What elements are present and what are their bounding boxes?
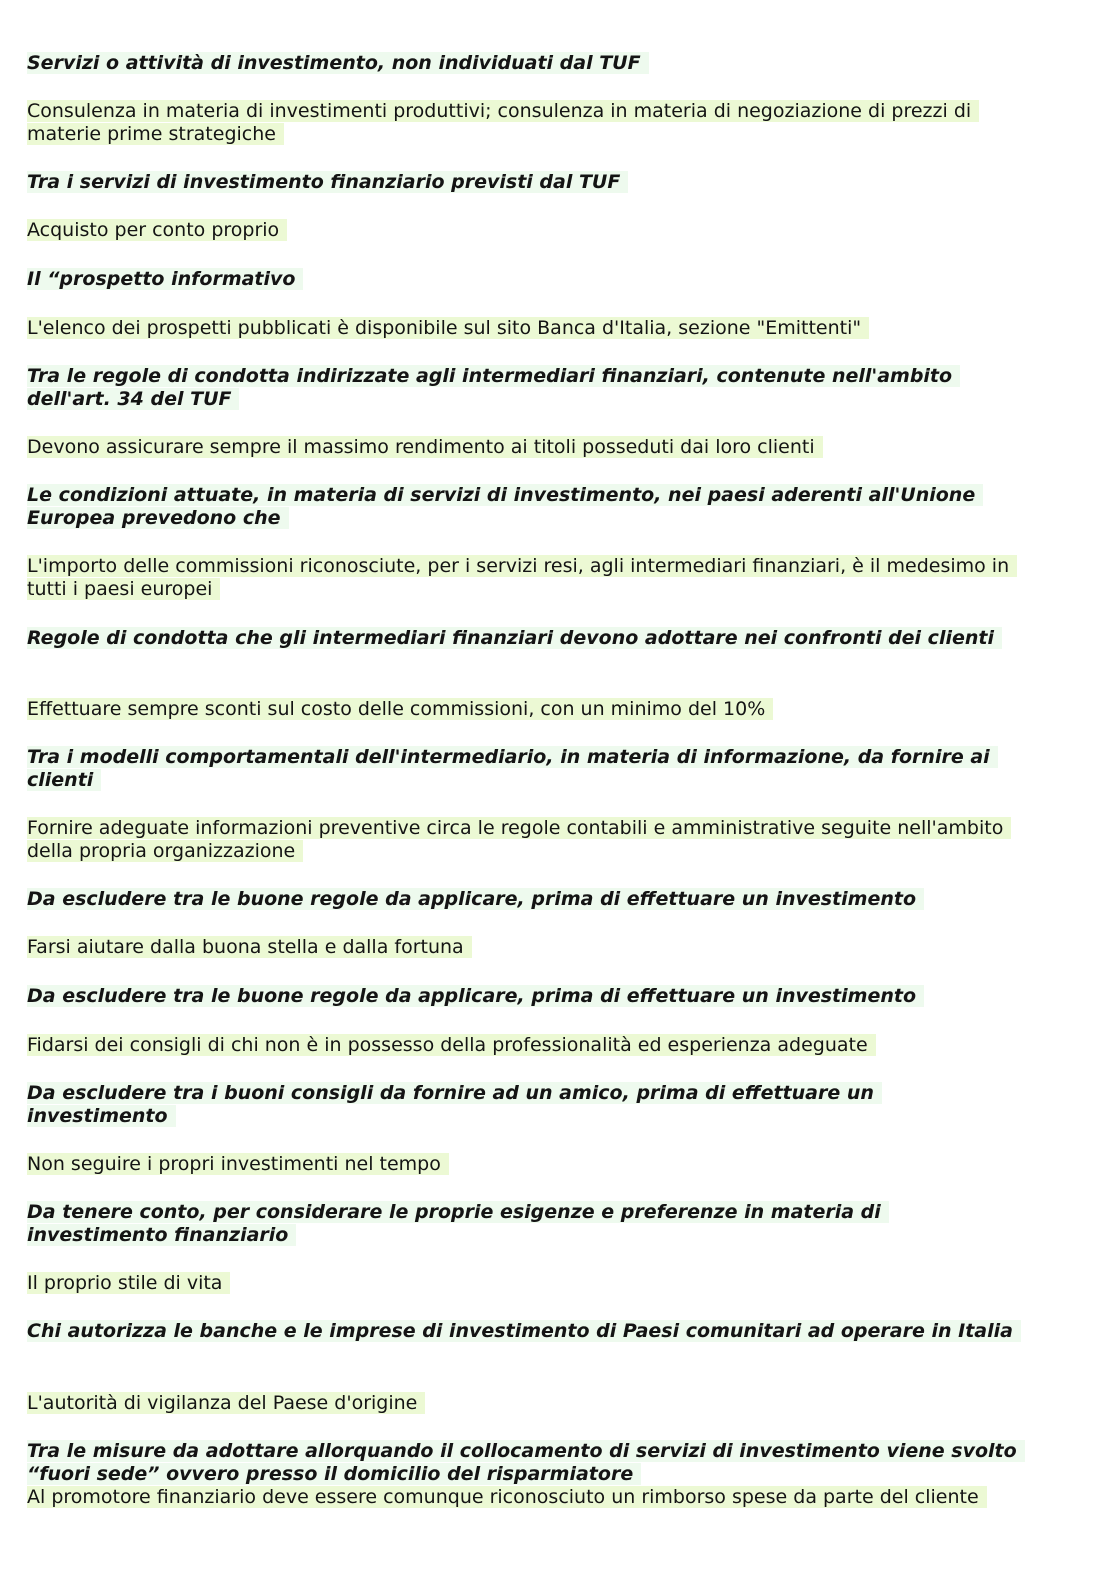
question-text: Tra i modelli comportamentali dell'intermediario, in materia di informazione, da fornire ai clienti: [27, 746, 1027, 792]
answer-text: L'importo delle commissioni riconosciute, per i servizi resi, agli intermediari finanziari, è il medesimo in tutti i paesi europei: [27, 555, 1027, 601]
question-text: Da escludere tra i buoni consigli da fornire ad un amico, prima di effettuare un investimento: [27, 1082, 1027, 1128]
answer-text: Al promotore finanziario deve essere comunque riconosciuto un rimborso spese da parte del cliente: [27, 1486, 1027, 1509]
question-text: Servizi o attività di investimento, non individuati dal TUF: [27, 52, 1027, 75]
question-text: Da tenere conto, per considerare le proprie esigenze e preferenze in materia di investimento finanziario: [27, 1201, 1027, 1247]
question-text: Da escludere tra le buone regole da applicare, prima di effettuare un investimento: [27, 985, 1027, 1008]
answer-text: Acquisto per conto proprio: [27, 219, 1027, 242]
question-text: Il “prospetto informativo: [27, 268, 1027, 291]
answer-text: Effettuare sempre sconti sul costo delle commissioni, con un minimo del 10%: [27, 698, 1027, 721]
answer-text: Fidarsi dei consigli di chi non è in possesso della professionalità ed esperienza adeguate: [27, 1034, 1027, 1057]
answer-text: Non seguire i propri investimenti nel tempo: [27, 1153, 1027, 1176]
answer-text: L'elenco dei prospetti pubblicati è disponibile sul sito Banca d'Italia, sezione "Emittenti": [27, 317, 1027, 340]
question-text: Chi autorizza le banche e le imprese di investimento di Paesi comunitari ad operare in Italia: [27, 1320, 1027, 1343]
question-text: Le condizioni attuate, in materia di servizi di investimento, nei paesi aderenti all'Unione Europea prevedono che: [27, 484, 1027, 530]
answer-text: L'autorità di vigilanza del Paese d'origine: [27, 1392, 1027, 1415]
answer-text: Fornire adeguate informazioni preventive circa le regole contabili e amministrative seguite nell'ambito della propria organizzazione: [27, 817, 1027, 863]
answer-text: Devono assicurare sempre il massimo rendimento ai titoli posseduti dai loro clienti: [27, 436, 1027, 459]
question-text: Tra le regole di condotta indirizzate agli intermediari finanziari, contenute nell'ambito dell'art. 34 del TUF: [27, 365, 1027, 411]
question-text: Tra le misure da adottare allorquando il collocamento di servizi di investimento viene svolto “fuori sede” ovvero presso il domicilio del risparmiatore: [27, 1440, 1027, 1486]
answer-text: Farsi aiutare dalla buona stella e dalla fortuna: [27, 936, 1027, 959]
question-text: Da escludere tra le buone regole da applicare, prima di effettuare un investimento: [27, 888, 1027, 911]
question-text: Regole di condotta che gli intermediari finanziari devono adottare nei confronti dei clienti: [27, 627, 1027, 650]
answer-text: Consulenza in materia di investimenti produttivi; consulenza in materia di negoziazione di prezzi di materie prime strategiche: [27, 100, 1027, 146]
answer-text: Il proprio stile di vita: [27, 1272, 1027, 1295]
question-text: Tra i servizi di investimento finanziario previsti dal TUF: [27, 171, 1027, 194]
